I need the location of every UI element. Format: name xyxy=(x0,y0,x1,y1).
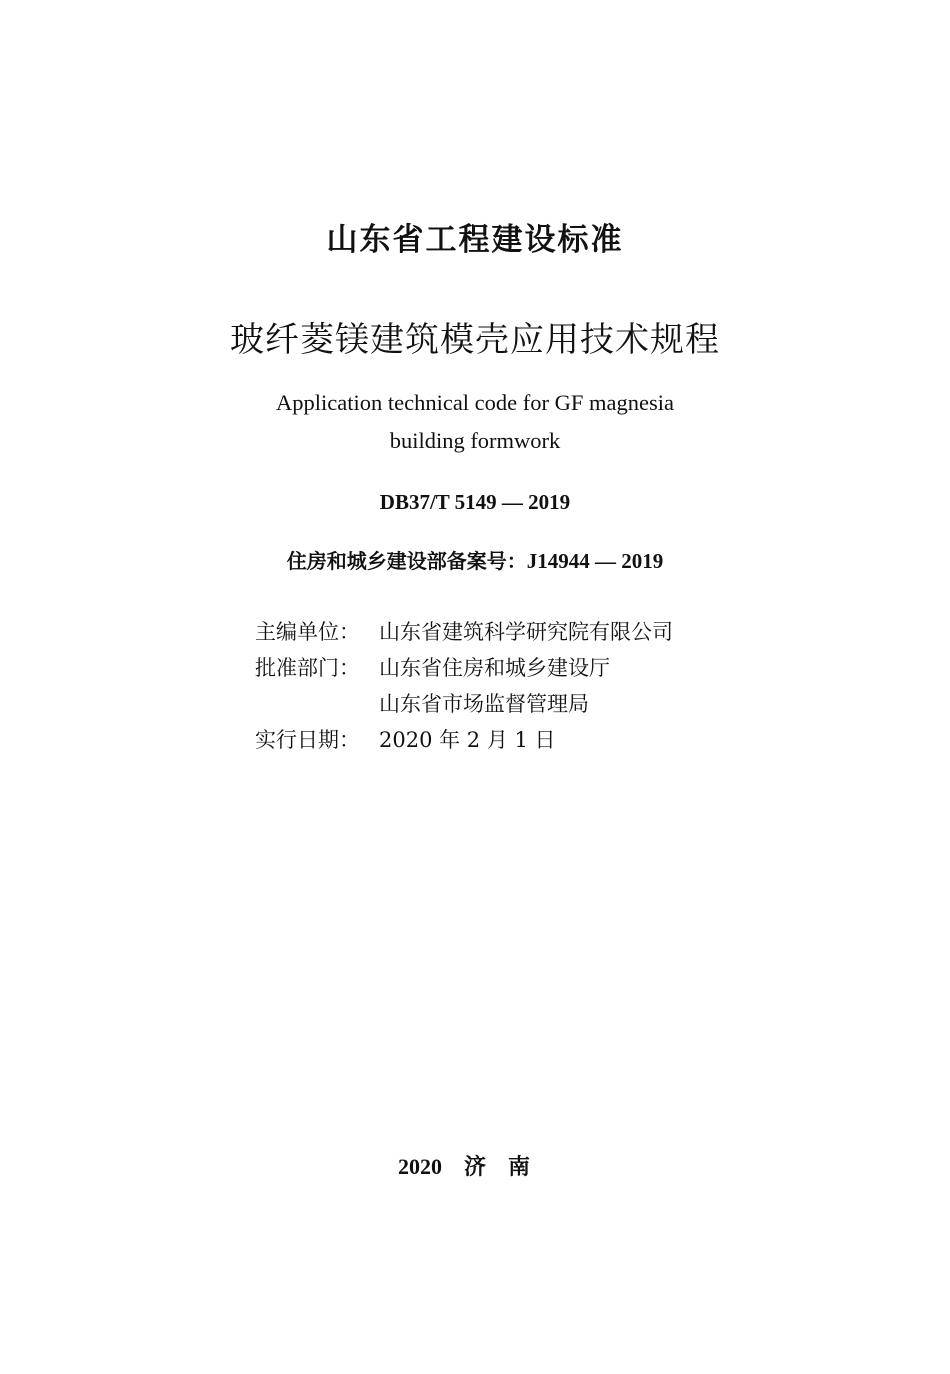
approver-row-continued xyxy=(255,686,673,722)
publication-info xyxy=(255,614,673,758)
approver-value-1: 山东省住房和城乡建设厅 xyxy=(379,656,610,680)
approver-value-2: 山东省市场监督管理局 xyxy=(379,692,589,716)
english-title-line-1: Application technical code for GF magnesia xyxy=(276,390,674,415)
editor-row xyxy=(255,614,673,650)
record-number xyxy=(0,545,950,574)
record-number-label: 住房和城乡建设部备案号： xyxy=(286,549,527,573)
publication-footer xyxy=(0,1150,950,1181)
footer-year: 2020 xyxy=(397,1154,442,1179)
approver-row xyxy=(255,650,673,686)
effective-date-value: 2020 年 2 月 1 日 xyxy=(379,728,556,752)
effective-date-row xyxy=(255,722,673,758)
editor-value: 山东省建筑科学研究院有限公司 xyxy=(379,620,673,644)
standard-number: DB37/T 5149 — 2019 xyxy=(379,490,571,514)
approver-label: 批准部门： xyxy=(255,656,360,680)
editor-label: 主编单位： xyxy=(255,620,360,644)
effective-date-label: 实行日期： xyxy=(255,728,360,752)
footer-city: 济南 xyxy=(463,1155,552,1180)
chinese-title: 玻纤菱镁建筑模壳应用技术规程 xyxy=(230,320,720,360)
english-title-line-2: building formwork xyxy=(389,428,561,453)
series-title: 山东省工程建设标准 xyxy=(326,222,624,258)
record-number-value: J14944 — 2019 xyxy=(526,549,664,573)
